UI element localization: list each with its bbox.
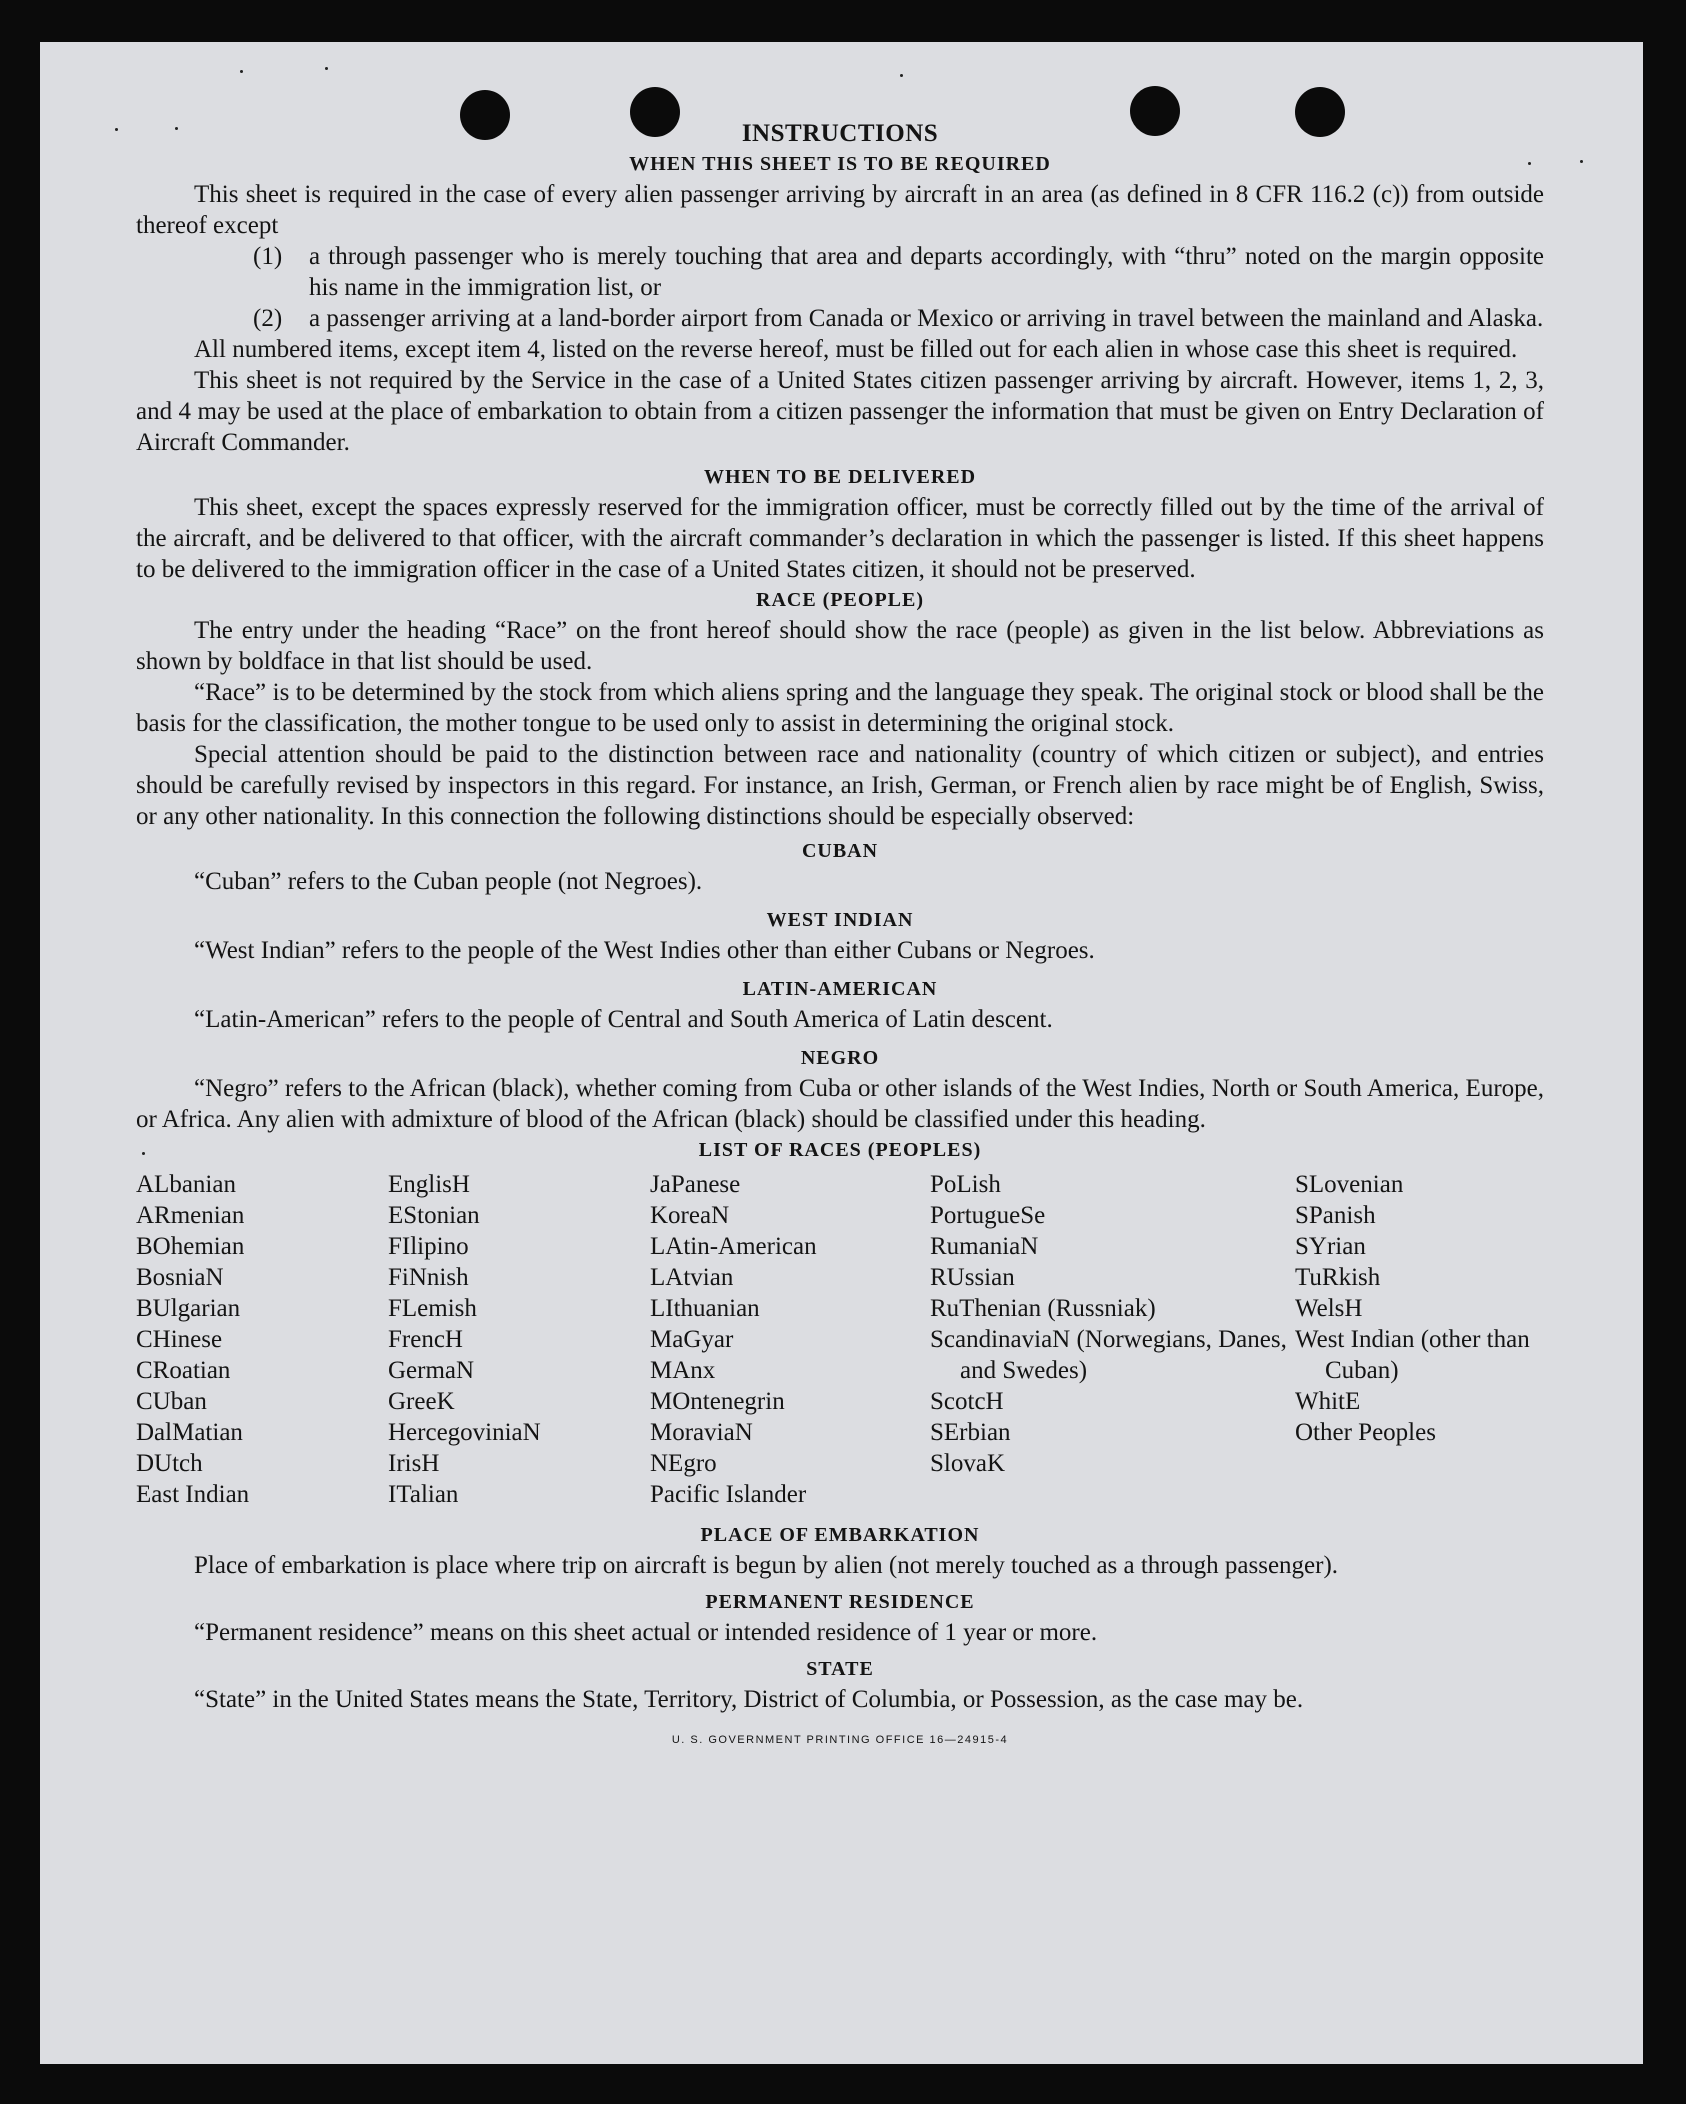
paragraph: “Negro” refers to the African (black), whether coming from Cuba or other islands of the West Indies, North or South America, Europe, or Africa. Any alien with admixture of blood of the African (black) should be classified under this heading. [136, 1075, 1544, 1133]
race-item: FiNnish [388, 1264, 469, 1291]
paragraph: “Race” is to be determined by the stock from which aliens spring and the language they speak. The original stock or blood shall be the basis for the classification, the mother tongue to be used only to assist in determining the original stock. [136, 679, 1544, 737]
section-heading: PLACE OF EMBARKATION [700, 1524, 980, 1546]
race-item: WelsH [1295, 1295, 1363, 1322]
printer-imprint: U. S. GOVERNMENT PRINTING OFFICE 16—24915-4 [671, 1734, 1009, 1746]
race-item: HercegoviniaN [388, 1419, 541, 1446]
paragraph: Special attention should be paid to the distinction between race and nationality (country of which citizen or subject), and entries should be carefully revised by inspectors in this regard. For instance, an Irish, German, or French alien by race might be of English, Swiss, or any other nationality. In this connection the following distinctions should be especially observed: [136, 741, 1544, 830]
race-item: EStonian [388, 1202, 480, 1229]
race-item: EnglisH [388, 1171, 470, 1198]
race-item: SPanish [1295, 1202, 1376, 1229]
race-item: CUban [136, 1388, 207, 1415]
race-item: Pacific Islander [650, 1481, 807, 1508]
race-item: CHinese [136, 1326, 223, 1353]
item-number: (2) [253, 305, 283, 332]
paragraph: All numbered items, except item 4, listed on the reverse hereof, must be filled out for each alien in whose case this sheet is required. [194, 336, 1518, 363]
section-heading: STATE [806, 1658, 874, 1680]
paragraph: The entry under the heading “Race” on the front hereof should show the race (people) as given in the list below. Abbreviations as shown by boldface in that list should be used. [136, 617, 1544, 675]
race-column [650, 1169, 930, 1510]
race-item: WhitE [1295, 1388, 1361, 1415]
race-item: SlovaK [930, 1450, 1005, 1477]
list-item [136, 303, 1544, 334]
race-item: ALbanian [136, 1171, 236, 1198]
race-item: SYrian [1295, 1233, 1366, 1260]
race-item: FrencH [388, 1326, 463, 1353]
speck [115, 128, 118, 131]
race-item: JaPanese [650, 1171, 741, 1198]
section-heading: WEST INDIAN [766, 909, 914, 931]
race-item: GermaN [388, 1357, 475, 1384]
race-item: LIthuanian [650, 1295, 760, 1322]
speck [1580, 160, 1583, 163]
section-heading: WHEN TO BE DELIVERED [703, 466, 977, 488]
section-heading: LIST OF RACES (PEOPLES) [698, 1139, 982, 1161]
item-text: a through passenger who is merely touching that area and departs accordingly, with “thru” noted on the margin opposite his name in the immigration list, or [309, 243, 1544, 301]
race-item: CRoatian [136, 1357, 231, 1384]
document-sheet [40, 42, 1643, 2064]
race-item: ARmenian [136, 1202, 245, 1229]
race-item: ScotcH [930, 1388, 1004, 1415]
paragraph: This sheet is not required by the Service in the case of a United States citizen passenger arriving by aircraft. However, items 1, 2, 3, and 4 may be used at the place of embarkation to obtain from a citizen passenger the information that must be given on Entry Declaration of Aircraft Commander. [136, 367, 1544, 456]
race-item: BOhemian [136, 1233, 245, 1260]
race-item: LAtvian [650, 1264, 734, 1291]
race-column [388, 1169, 650, 1510]
race-item: BUlgarian [136, 1295, 241, 1322]
race-item: RUssian [930, 1264, 1015, 1291]
speck [900, 74, 903, 77]
race-item: SLovenian [1295, 1171, 1404, 1198]
race-item: ITalian [388, 1481, 459, 1508]
race-item: FIlipino [388, 1233, 469, 1260]
race-item: ScandinaviaN (Norwegians, Danes, and Swedes) [930, 1326, 1287, 1384]
race-item: MaGyar [650, 1326, 734, 1353]
section-heading: CUBAN [801, 840, 879, 862]
race-item: BosniaN [136, 1264, 224, 1291]
race-item: PortugueSe [930, 1202, 1046, 1229]
race-item: MOntenegrin [650, 1388, 785, 1415]
item-text: a passenger arriving at a land-border airport from Canada or Mexico or arriving in travel between the mainland and Alaska. [309, 305, 1544, 332]
race-item: East Indian [136, 1481, 250, 1508]
race-item: FLemish [388, 1295, 477, 1322]
race-column [930, 1169, 1295, 1510]
item-number: (1) [253, 243, 283, 270]
paragraph: This sheet, except the spaces expressly reserved for the immigration officer, must be correctly filled out by the time of the arrival of the aircraft, and be delivered to that officer, with the aircraft commander’s declaration in which the passenger is listed. If this sheet happens to be delivered to the immigration officer in the case of a United States citizen, it should not be preserved. [136, 494, 1544, 583]
paragraph: “State” in the United States means the State, Territory, District of Columbia, or Possession, as the case may be. [194, 1686, 1304, 1713]
section-heading: PERMANENT RESIDENCE [705, 1591, 975, 1613]
section-heading: LATIN-AMERICAN [742, 978, 938, 1000]
speck [325, 67, 328, 70]
race-item: PoLish [930, 1171, 1001, 1198]
race-item: KoreaN [650, 1202, 730, 1229]
section-heading: WHEN THIS SHEET IS TO BE REQUIRED [629, 153, 1051, 175]
race-column [136, 1169, 388, 1510]
race-item: TuRkish [1295, 1264, 1381, 1291]
race-item: MoraviaN [650, 1419, 753, 1446]
section-heading: RACE (PEOPLE) [756, 589, 924, 611]
race-item: West Indian (other than Cuban) [1295, 1326, 1530, 1384]
paragraph: “Cuban” refers to the Cuban people (not Negroes). [194, 868, 703, 895]
race-item: LAtin-American [650, 1233, 817, 1260]
instructions-body [136, 118, 1544, 1756]
race-column [1295, 1169, 1544, 1510]
race-item: DUtch [136, 1450, 203, 1477]
race-item: IrisH [388, 1450, 440, 1477]
race-item: NEgro [650, 1450, 717, 1477]
paragraph: “West Indian” refers to the people of the West Indies other than either Cubans or Negroes. [194, 937, 1095, 964]
paragraph: Place of embarkation is place where trip on aircraft is begun by alien (not merely touched as a through passenger). [194, 1552, 1339, 1579]
paragraph: “Permanent residence” means on this sheet actual or intended residence of 1 year or more. [194, 1619, 1098, 1646]
paragraph: “Latin-American” refers to the people of Central and South America of Latin descent. [194, 1006, 1053, 1033]
race-item: DalMatian [136, 1419, 243, 1446]
race-item: RuThenian (Russniak) [930, 1295, 1156, 1322]
speck [240, 70, 243, 73]
page-title: INSTRUCTIONS [741, 120, 939, 147]
race-item: SErbian [930, 1419, 1011, 1446]
list-item [136, 241, 1544, 303]
race-list [136, 1169, 1544, 1510]
race-item: MAnx [650, 1357, 716, 1384]
section-heading: NEGRO [800, 1047, 880, 1069]
race-item: Other Peoples [1295, 1419, 1436, 1446]
paragraph: This sheet is required in the case of every alien passenger arriving by aircraft in an area (as defined in 8 CFR 116.2 (c)) from outside thereof except [136, 181, 1544, 239]
race-item: RumaniaN [930, 1233, 1039, 1260]
race-item: GreeK [388, 1388, 455, 1415]
